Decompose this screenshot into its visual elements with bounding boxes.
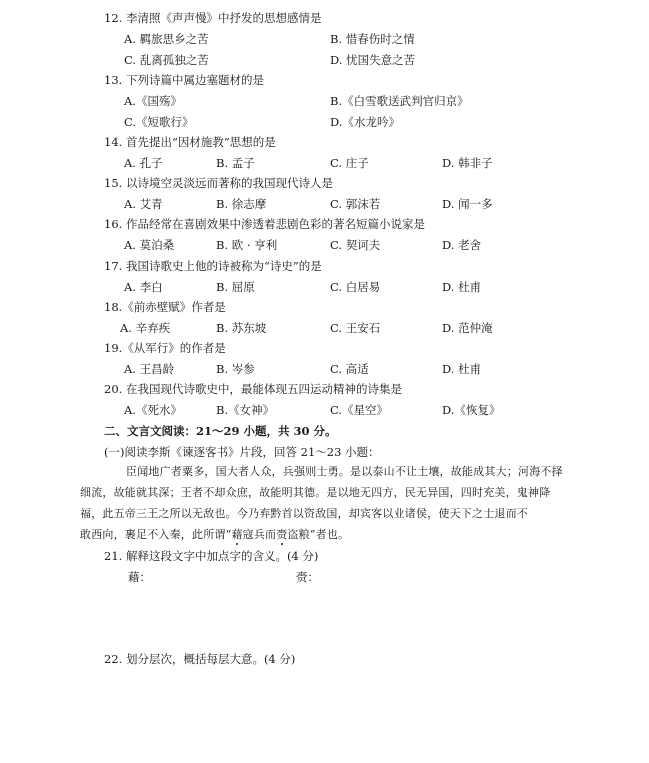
question-20-stem: 20. 在我国现代诗歌史中，最能体现五四运动精神的诗集是: [104, 382, 402, 396]
question-19-option-c: C. 高适: [330, 362, 369, 376]
question-20-option-d: D.《恢复》: [442, 403, 501, 417]
question-17-option-a: A. 李白: [124, 280, 163, 294]
question-18-option-a: A. 辛弃疾: [120, 321, 171, 335]
passage-line-1: 臣闻地广者粟多，国大者人众，兵强则士勇。是以泰山不让土壤，故能成其大；河海不择: [126, 465, 563, 478]
question-17-option-c: C. 白居易: [330, 280, 381, 294]
question-18-option-b: B. 苏东坡: [216, 321, 267, 335]
answer-label-ji2: 赍：: [296, 570, 319, 584]
passage-line-4-end: 盗粮”者也。: [287, 528, 350, 541]
emphasized-char-ji: 藉: [231, 528, 243, 541]
question-20-option-b: B.《女神》: [216, 403, 275, 417]
question-17-option-d: D. 杜甫: [442, 280, 482, 294]
question-14-option-b: B. 孟子: [216, 156, 255, 170]
question-18-stem: 18.《前赤壁赋》作者是: [104, 300, 226, 314]
question-14-option-d: D. 韩非子: [442, 156, 493, 170]
question-14-stem: 14. 首先提出“因材施教”思想的是: [104, 135, 276, 149]
question-15-option-a: A. 艾青: [124, 197, 163, 211]
question-19-option-d: D. 杜甫: [442, 362, 482, 376]
question-20-option-c: C.《星空》: [330, 403, 389, 417]
question-17-stem: 17. 我国诗歌史上他的诗被称为“诗史”的是: [104, 259, 322, 273]
question-15-option-d: D. 闻一多: [442, 197, 493, 211]
passage-line-4-start: 敢西向，裹足不入秦，此所谓“: [80, 528, 232, 541]
question-15-option-b: B. 徐志摩: [216, 197, 267, 211]
question-12-option-d: D. 忧国失意之苦: [330, 53, 416, 67]
question-13-option-a: A.《国殇》: [124, 94, 182, 108]
passage-line-4-middle: 寇兵而: [242, 528, 277, 541]
question-15-stem: 15. 以诗境空灵淡远而著称的我国现代诗人是: [104, 176, 333, 190]
question-19-option-b: B. 岑参: [216, 362, 255, 376]
question-12-option-b: B. 惜春伤时之情: [330, 32, 415, 46]
question-14-option-c: C. 庄子: [330, 156, 369, 170]
question-13-option-d: D.《水龙吟》: [330, 115, 400, 129]
question-17-option-b: B. 屈原: [216, 280, 255, 294]
passage-instruction: (一)阅读李斯《谏逐客书》片段，回答 21～23 小题：: [104, 445, 380, 459]
question-19-stem: 19.《从军行》的作者是: [104, 341, 226, 355]
question-14-option-a: A. 孔子: [124, 156, 163, 170]
question-12-stem: 12. 李清照《声声慢》中抒发的思想感情是: [104, 11, 322, 25]
question-20-option-a: A.《死水》: [124, 403, 182, 417]
question-16-option-a: A. 莫泊桑: [124, 238, 175, 252]
emphasized-char-ji2: 赍: [276, 528, 288, 541]
passage-line-3: 福，此五帝三王之所以无敌也。今乃弃黔首以资敌国，却宾客以业诸侯，使天下之士退而不: [80, 507, 528, 520]
question-13-option-b: B.《白雪歌送武判官归京》: [330, 94, 469, 108]
question-13-option-c: C.《短歌行》: [124, 115, 194, 129]
question-12-option-c: C. 乱离孤独之苦: [124, 53, 209, 67]
passage-line-2: 细流，故能就其深；王者不却众庶，故能明其德。是以地无四方，民无异国，四时充美，鬼神降: [80, 486, 551, 499]
question-18-option-c: C. 王安石: [330, 321, 381, 335]
passage-line-4: [80, 524, 572, 545]
question-13-stem: 13. 下列诗篇中属边塞题材的是: [104, 73, 264, 87]
question-16-stem: 16. 作品经常在喜剧效果中渗透着悲剧色彩的著名短篇小说家是: [104, 217, 425, 231]
question-12-option-a: A. 羁旅思乡之苦: [124, 32, 209, 46]
question-16-option-b: B. 欧 · 亨利: [216, 238, 278, 252]
question-16-option-c: C. 契诃夫: [330, 238, 381, 252]
question-18-option-d: D. 范仲淹: [442, 321, 493, 335]
question-16-option-d: D. 老舍: [442, 238, 482, 252]
question-22-stem: 22. 划分层次，概括每层大意。(4 分): [104, 652, 296, 666]
section-heading: 二、文言文阅读：21～29 小题，共 30 分。: [104, 424, 337, 438]
question-21-stem: 21. 解释这段文字中加点字的含义。(4 分): [104, 549, 319, 563]
question-19-option-a: A. 王昌龄: [124, 362, 175, 376]
classical-passage: [80, 461, 572, 545]
answer-label-ji: 藉：: [128, 570, 151, 584]
question-15-option-c: C. 郭沫若: [330, 197, 381, 211]
